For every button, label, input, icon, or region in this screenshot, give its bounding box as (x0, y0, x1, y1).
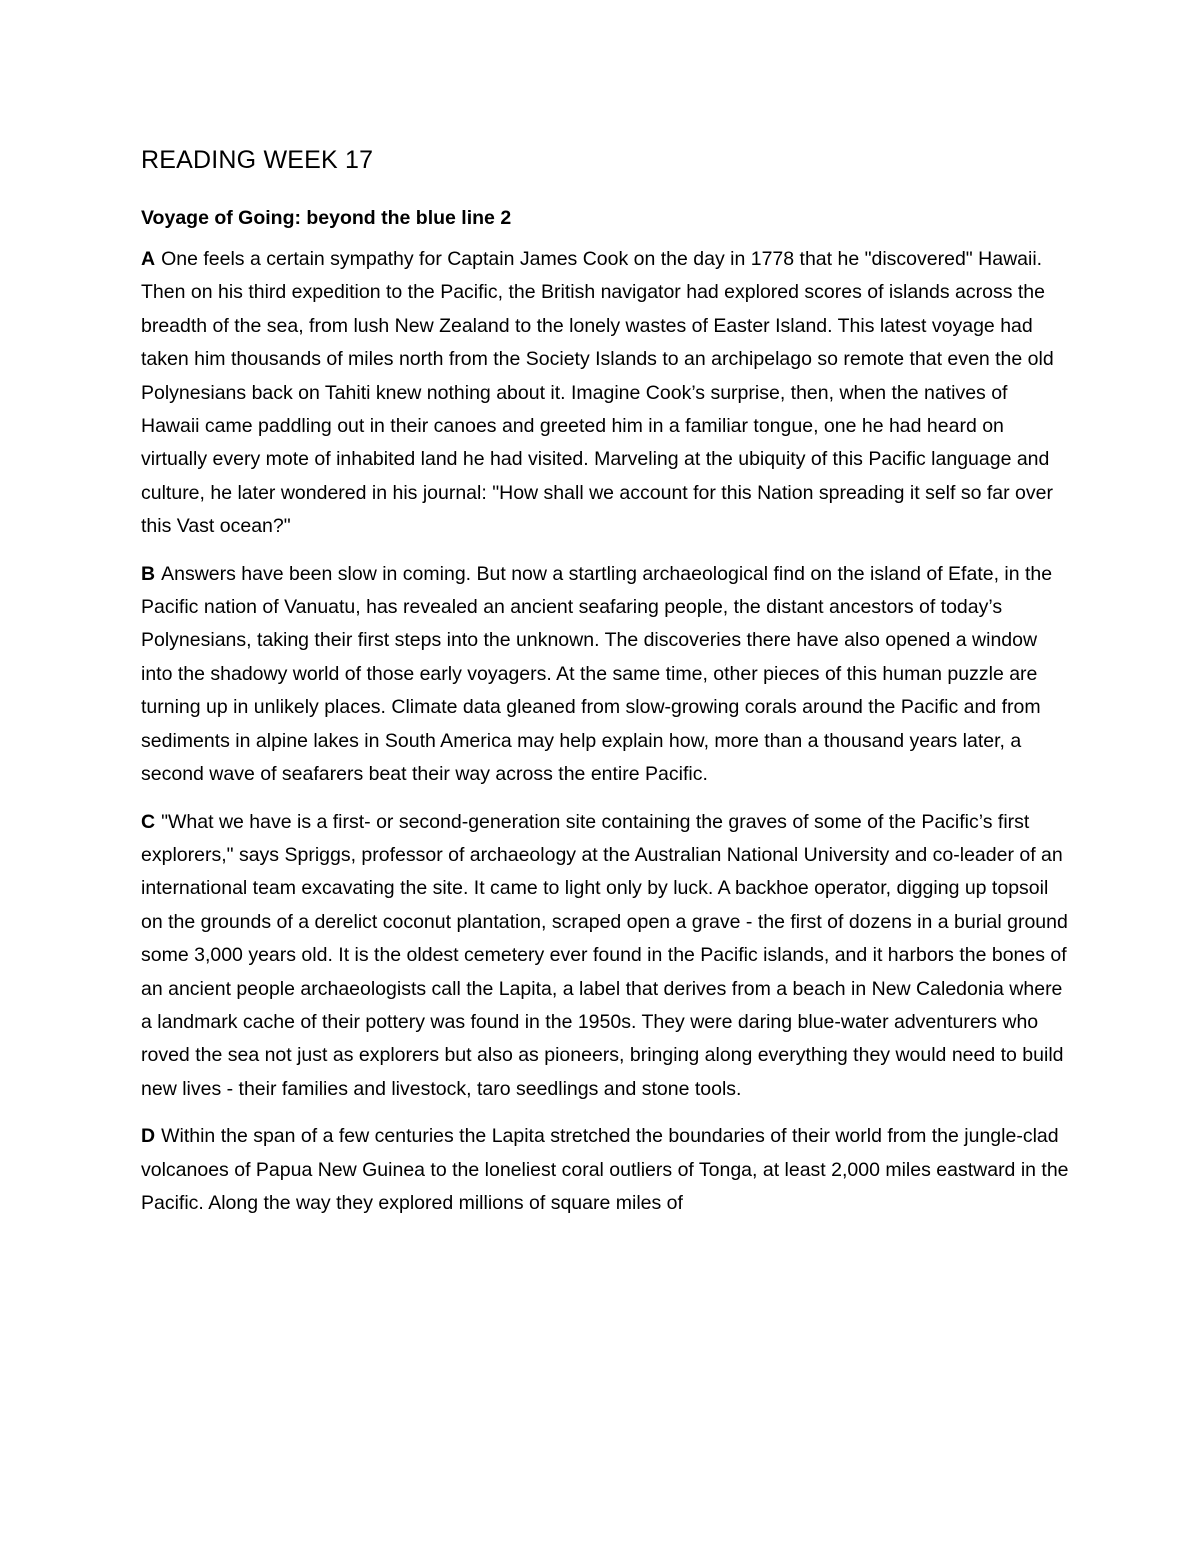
document-title: READING WEEK 17 (141, 146, 374, 174)
document-page (141, 142, 1071, 1234)
paragraph-text: Answers have been slow in coming. But now a startling archaeological find on the island of Efate, in the Pacific nation of Vanuatu, has revealed an ancient seafaring people, the distant ancestors of today’s Polynesians, taking their first steps into the unknown. The discoveries there have also opened a window into the shadowy world of those early voyagers. At the same time, other pieces of this human puzzle are turning up in unlikely places. Climate data gleaned from slow-growing corals around the Pacific and from sediments in alpine lakes in South America may help explain how, more than a thousand years later, a second wave of seafarers beat their way across the entire Pacific. (141, 562, 1053, 786)
paragraph-d (141, 1120, 1071, 1220)
paragraph-letter: B (141, 562, 156, 585)
paragraph-letter: A (141, 248, 156, 270)
paragraph-letter: C (141, 810, 156, 833)
paragraph-letter: D (141, 1125, 156, 1148)
paragraph-c (141, 806, 1071, 1107)
paragraph-text: Within the span of a few centuries the Lapita stretched the boundaries of their world from the jungle-clad volcanoes of Papua New Guinea to the loneliest coral outliers of Tonga, at least 2,000 miles eastward in the Pacific. Along the way they explored millions of square miles of (141, 1125, 1069, 1214)
paragraph-a (141, 243, 1071, 544)
paragraph-text: One feels a certain sympathy for Captain James Cook on the day in 1778 that he "discovered" Hawaii. Then on his third expedition to the Pacific, the British navigator had explored scores of islands across the breadth of the sea, from lush New Zealand to the lonely wastes of Easter Island. This latest voyage had taken him thousands of miles north from the Society Islands to an archipelago so remote that even the old Polynesians back on Tahiti knew nothing about it. Imagine Cook’s surprise, then, when the natives of Hawaii came paddling out in their canoes and greeted him in a familiar tongue, one he had heard on virtually every mote of inhabited land he had visited. Marveling at the ubiquity of this Pacific language and culture, he later wondered in his journal: "How shall we account for this Nation spreading it self so far over this Vast ocean?" (141, 248, 1054, 538)
paragraph-b (141, 558, 1071, 792)
document-subtitle: Voyage of Going: beyond the blue line 2 (141, 207, 512, 229)
paragraph-text: "What we have is a first- or second-generation site containing the graves of some of the Pacific’s first explorers," says Spriggs, professor of archaeology at the Australian National University and co-leader of an international team excavating the site. It came to light only by luck. A backhoe operator, digging up topsoil on the grounds of a derelict coconut plantation, scraped open a grave - the first of dozens in a burial ground some 3,000 years old. It is the oldest cemetery ever found in the Pacific islands, and it harbors the bones of an ancient people archaeologists call the Lapita, a label that derives from a beach in New Caledonia where a landmark cache of their pottery was found in the 1950s. They were daring blue-water adventurers who roved the sea not just as explorers but also as pioneers, bringing along everything they would need to build new lives - their families and livestock, taro seedlings and stone tools. (141, 810, 1068, 1100)
